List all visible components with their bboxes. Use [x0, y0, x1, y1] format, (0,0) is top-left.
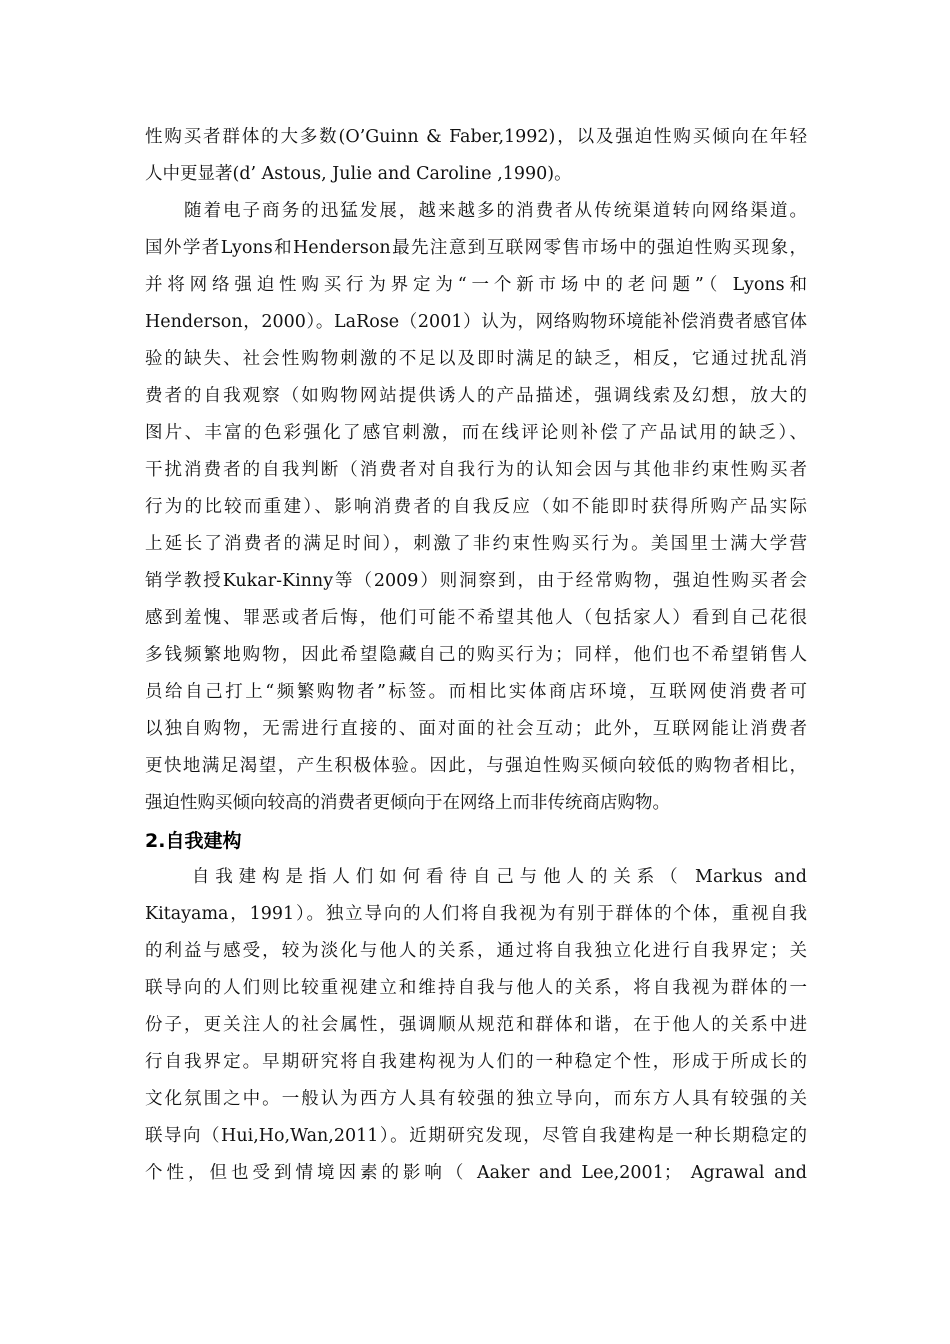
paragraph-line: 行为的比较而重建）、影响消费者的自我反应（如不能即时获得所购产品实际	[145, 497, 807, 517]
paragraph-line: Henderson，2000）。LaRose（2001）认为，网络购物环境能补偿消费者感官体	[145, 312, 807, 332]
paragraph-line: 图片、丰富的色彩强化了感官刺激，而在线评论则补偿了产品试用的缺乏）、	[145, 423, 807, 443]
paragraph-line: 多钱频繁地购物，因此希望隐藏自己的购买行为；同样，他们也不希望销售人	[145, 645, 807, 665]
paragraph-line: 强迫性购买倾向较高的消费者更倾向于在网络上而非传统商店购物。	[145, 793, 670, 813]
paragraph-line: 销学教授Kukar-Kinny等（2009）则洞察到，由于经常购物，强迫性购买者会	[145, 571, 807, 591]
paragraph-line: Kitayama，1991）。独立导向的人们将自我视为有别于群体的个体，重视自我	[145, 904, 807, 924]
paragraph-line: 感到羞愧、罪恶或者后悔，他们可能不希望其他人（包括家人）看到自己花很	[145, 608, 807, 628]
paragraph-line: 行自我界定。早期研究将自我建构视为人们的一种稳定个性，形成于所成长的	[145, 1052, 807, 1072]
paragraph-line: 费者的自我观察（如购物网站提供诱人的产品描述，强调线索及幻想，放大的	[145, 386, 807, 406]
paragraph-line: 联导向（Hui,Ho,Wan,2011）。近期研究发现，尽管自我建构是一种长期稳定的	[145, 1126, 807, 1146]
paragraph-line: 干扰消费者的自我判断（消费者对自我行为的认知会因与其他非约束性购买者	[145, 460, 807, 480]
paragraph-line: 份子，更关注人的社会属性，强调顺从规范和群体和谐，在于他人的关系中进	[145, 1015, 807, 1035]
paragraph-line: 上延长了消费者的满足时间），刺激了非约束性购买行为。美国里士满大学营	[145, 534, 807, 554]
paragraph-line: 国外学者Lyons和Henderson最先注意到互联网零售市场中的强迫性购买现象，	[145, 238, 807, 258]
paragraph-line: 性购买者群体的大多数(O’Guinn & Faber,1992)，以及强迫性购买倾向在年轻	[145, 127, 807, 147]
paragraph-line: 员给自己打上“频繁购物者”标签。而相比实体商店环境，互联网使消费者可	[145, 682, 807, 702]
paragraph-line: 验的缺失、社会性购物刺激的不足以及即时满足的缺乏，相反，它通过扰乱消	[145, 349, 807, 369]
paragraph-line: 人中更显著(d’ Astous, Julie and Caroline ,1990)。	[145, 164, 572, 184]
paragraph-line: 以独自购物，无需进行直接的、面对面的社会互动；此外，互联网能让消费者	[145, 719, 807, 739]
paragraph-line: 自我建构是指人们如何看待自己与他人的关系（ Markus and	[145, 867, 807, 887]
paragraph-line: 文化氛围之中。一般认为西方人具有较强的独立导向，而东方人具有较强的关	[145, 1089, 807, 1109]
paragraph-line: 更快地满足渴望，产生积极体验。因此，与强迫性购买倾向较低的购物者相比，	[145, 756, 807, 776]
paragraph-line: 个性，但也受到情境因素的影响（ Aaker and Lee,2001； Agrawal and	[145, 1163, 807, 1183]
paragraph-line: 联导向的人们则比较重视建立和维持自我与他人的关系，将自我视为群体的一	[145, 978, 807, 998]
paragraph-line: 的利益与感受，较为淡化与他人的关系，通过将自我独立化进行自我界定；关	[145, 941, 807, 961]
section-heading: 2.自我建构	[145, 830, 242, 852]
paragraph-line: 随着电子商务的迅猛发展，越来越多的消费者从传统渠道转向网络渠道。	[145, 201, 807, 221]
paragraph-line: 并将网络强迫性购买行为界定为“一个新市场中的老问题”（ Lyons和	[145, 275, 807, 295]
